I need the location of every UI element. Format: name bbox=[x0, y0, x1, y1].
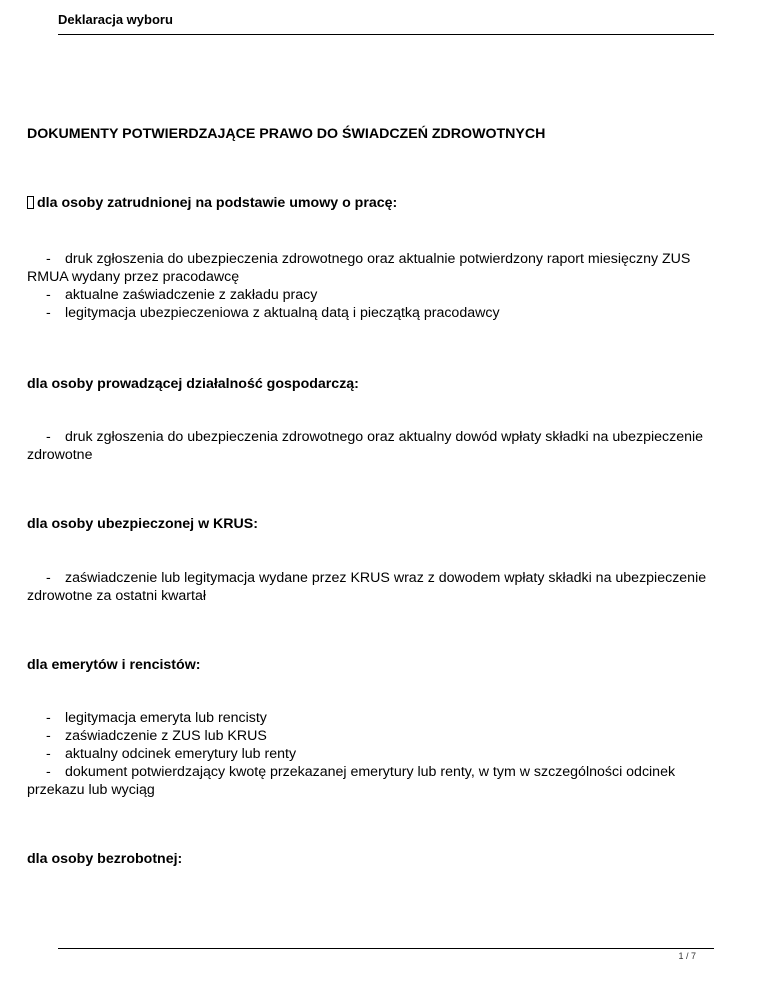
section-list-business bbox=[27, 428, 717, 464]
list-item: - zaświadczenie lub legitymacja wydane przez KRUS wraz z dowodem wpłaty składki na ubezpieczenie zdrowotne za ostatni kwartał bbox=[27, 570, 707, 604]
section-list-pensioners bbox=[27, 709, 717, 799]
list-item: - zaświadczenie z ZUS lub KRUS bbox=[46, 728, 267, 744]
section-heading-krus: dla osoby ubezpieczonej w KRUS: bbox=[27, 516, 258, 532]
document-header-title: Deklaracja wyboru bbox=[58, 12, 173, 27]
document-heading: DOKUMENTY POTWIERDZAJĄCE PRAWO DO ŚWIADCZEŃ ZDROWOTNYCH bbox=[27, 126, 546, 142]
section-heading-pensioners: dla emerytów i rencistów: bbox=[27, 657, 201, 673]
page-number: 1 / 7 bbox=[678, 951, 696, 961]
list-item: - druk zgłoszenia do ubezpieczenia zdrowotnego oraz aktualny dowód wpłaty składki na ubezpieczenie zdrowotne bbox=[27, 429, 704, 463]
checkbox-glyph-icon bbox=[27, 196, 34, 209]
section-list-employed bbox=[27, 250, 717, 322]
section-heading-unemployed: dla osoby bezrobotnej: bbox=[27, 851, 183, 867]
footer-divider bbox=[58, 948, 714, 949]
section-heading-employed bbox=[27, 194, 397, 212]
list-item: - aktualne zaświadczenie z zakładu pracy bbox=[46, 287, 318, 303]
list-item: - dokument potwierdzający kwotę przekazanej emerytury lub renty, w tym w szczególności odcinek przekazu lub wyciąg bbox=[27, 764, 676, 798]
header-divider bbox=[58, 34, 714, 35]
list-item: - legitymacja ubezpieczeniowa z aktualną datą i pieczątką pracodawcy bbox=[46, 305, 500, 321]
list-item: - aktualny odcinek emerytury lub renty bbox=[46, 746, 297, 762]
section-list-krus bbox=[27, 569, 717, 605]
list-item: - legitymacja emeryta lub rencisty bbox=[46, 710, 267, 726]
section-heading-text: dla osoby zatrudnionej na podstawie umowy o pracę: bbox=[37, 195, 398, 211]
list-item: - druk zgłoszenia do ubezpieczenia zdrowotnego oraz aktualnie potwierdzony raport miesięczny ZUS RMUA wydany przez pracodawcę bbox=[27, 251, 691, 285]
section-heading-business: dla osoby prowadzącej działalność gospodarczą: bbox=[27, 376, 359, 392]
